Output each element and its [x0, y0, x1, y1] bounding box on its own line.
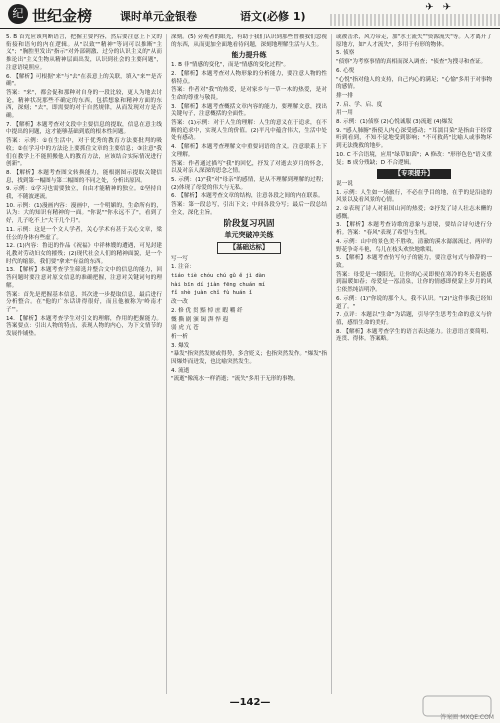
answer-item: 析一析 [171, 333, 188, 340]
answer-item: 2. ①表现了诗人对祖国山河的热爱；②抒发了诗人壮志未酬的感慨。 [336, 206, 492, 220]
pinyin-line: hài bīn dí jiàn fēng chuán mí [171, 281, 266, 288]
answer-item: 答案：作者通过描写"我"的回忆，抒发了对逝去岁月的怀念，以及对亲人深深的思念之情。 [171, 160, 327, 175]
answer-item: 7. 点评：本题以"生命"为话题，引导学生思考生命的意义与价值，感悟生命的美好。 [336, 312, 492, 326]
answer-item: 弱 虎 亢 苍 [171, 325, 199, 332]
answer-item: 9. "感人肺腑"指使人内心深受感动；"耳濡目染"是指由于经常听到看到，不知不觉地受到影响；"不可救药"比喻人或事物坏到无法挽救的地步。 [336, 127, 492, 150]
answer-item: 3. 【解析】本题考查概括文章内容的能力，要理解文意，找出关键句子，注意概括的全面性。 [171, 103, 327, 118]
answer-item: 答案：母爱是一缕阳光，让你的心灵即便在寒冷的冬天也能感到温暖如春；母爱是一泓清泉，让你的情感即便蒙上岁月的风尘依然纯洁明净。 [336, 271, 492, 294]
answer-item: "流逝"像流水一样消逝；"流失"多用于无形的事物。 [171, 376, 299, 383]
answer-item: "心悦"指对他人的支持，自己内心的满足；"心愉"多用于对事物的感情。 [336, 76, 492, 91]
answer-item: 深刻。(5) 旁观者的眼光，有助于我们认识到那些曾被我们忽视的东西，从而更加全面地看待问题，深刻地理解生活与人生。 [171, 34, 327, 48]
answer-item: 1. 注音： [171, 264, 195, 271]
section-subtitle: 单元突破冲关练 [224, 231, 274, 240]
answer-item: 答案：作者对"我"的热爱，是对家乡与一草一木的热爱，是对生命的尊重与敬畏。 [171, 87, 327, 101]
section-badge: 【基础达标】 [217, 242, 281, 254]
pinyin-line: fǐ shè juàn chǐ fù huán ǐ [171, 290, 253, 297]
section-heading: 能力提升练 [231, 51, 267, 60]
answer-item: 答案：(1)示例：对于人生的理解：人生的意义在于追求，在不断的追求中，实现人生的价值。(2)平凡中蕴含伟大，生活中处处有感动。 [171, 120, 327, 142]
answer-column-1 [6, 34, 162, 694]
column-divider [331, 34, 332, 694]
answer-item: 改一改 [171, 299, 188, 306]
answer-item: 10. C 不合语境，应用"绿草如茵"；A 修改："形形色色"语义重复；B 成分残缺；D 不合逻辑。 [336, 151, 492, 166]
answer-item: 7. 【解析】本题考查对文段中主要信息的提取，信息在意主线中提出的问题，这才能够基础到底的根本性问题。 [6, 121, 162, 136]
answer-item: 6. 【解析】可根据"来"与"去"在表意上的关联，填入"来""是否确"。 [6, 73, 162, 88]
subject-label: 语文(必修 1) [240, 10, 306, 23]
answer-item: 2. 修 优 贯 黯 悼 庶 暇 嚼 纤 [171, 307, 243, 314]
section-title: 阶段复习巩固 [223, 219, 275, 230]
answer-item: 1. 示例：人生如一场旅行，不必在乎目的地，在乎的是沿途的风景以及看风景的心情。 [336, 189, 492, 204]
page-number: —142— [229, 697, 271, 708]
answer-item: 排一排 [336, 92, 353, 99]
answer-item: 9. 示例：①学习也需要独立，自由才能精神的独立。②坚持自我，不随波逐流。 [6, 186, 162, 201]
page-header [0, 0, 500, 29]
answer-item: 6. 【解析】本题考查文章的结构，注意各段之间的内在联系。 [171, 193, 324, 200]
answer-item: 8. 示例：(1)侦察 (2)心悦诚服 (3)流逝 (4)爆发 [336, 119, 453, 126]
answer-item: 5. B 首先应该判断语言，把握主要内容，然后要注意上下文的衔接和语句的内在逻辑。从"以致""精神"等词可以推断"主义"；"胸腔里发出"指示"对外部刺激、过分的认识主义的"从而推论出"主义生物从精神层面出发，认识到社会的主要问题"，注意语境照应。 [6, 34, 162, 71]
answer-item: 6. 心悦 [336, 67, 355, 74]
book-subtitle: 课时单元金银卷 [120, 10, 197, 23]
answer-item: 5. 【解析】本题考查仿写句子的能力，要注意句式与修辞的一致。 [336, 255, 492, 269]
brand-logo-icon: 纪 [8, 4, 28, 24]
answer-item: 2. 【解析】本题考查对人物形象的分析能力，要注意人物的性格特点。 [171, 70, 327, 85]
answer-item: 6. 示例：(1)"你说的那个人，我不认识。"(2)"这件事我已经知道了。" [336, 295, 492, 310]
answer-item: 7. 启、学、启、度 [336, 101, 383, 108]
answer-item: 5. 侦察 [336, 50, 355, 57]
answer-item: 答案：第一段总写，引出下文；中间各段分写；最后一段总结全文，深化主旨。 [171, 202, 327, 216]
answer-item: 10. 示例：(1)漫画内容：漫画中，一个明媚的，生命所有的，认为：大的知识有精神的一面。"你说""你永远不了"，看到了好，儿子吃不上"大干几个月"。 [6, 202, 162, 225]
answer-item: 14. 【解析】本题考查学生对引文的理解，作用的把握能力。答案要点：引出人物的特点，表现人物的内心，为下文情节的发展作铺垫。 [6, 315, 162, 338]
answer-item: 4. 示例：山中的景色美不胜收，清澈的溪水潺潺流过，两岸的野花争奇斗艳，鸟儿在枝头欢快地歌唱。 [336, 238, 492, 253]
answer-item: 3. 爆发 [171, 342, 190, 349]
answer-item: "暴发"指突然发财或得势，多含贬义；也指突然发作。"爆发"指因爆炸而迸发，也比喻突然发生。 [171, 351, 327, 366]
column-divider [166, 34, 167, 694]
answer-item: 用一用 [336, 110, 353, 117]
answer-item: "侦察"为考察事情的真相而深入调查；"侦查"为搜寻和查证。 [336, 59, 487, 66]
answer-item: 答案："来"，都会促和那种对自身的一段比较，更人为地去讨论，精神状况那些不确定的东西，包括想象和精神方面的东西，深刻；"去"，即需要的对于自然规律，从而发现对方是否确。 [6, 89, 162, 120]
answer-item: 写一写 [171, 255, 188, 262]
answer-item: 11. 示例：这是一个文人学者，关心学术有甚于关心文章，梁任公的身体有些虚了。 [6, 226, 162, 241]
pinyin-line: tiáo tiè chóu chú gǔ ě jì dàn [171, 272, 266, 279]
birds-icon: ✈ ✈ [425, 2, 454, 13]
answer-item: 4. 流逝 [171, 367, 190, 374]
watermark-text: 答案圈 MXQE.COM [440, 714, 494, 721]
answer-item: 说一说 [336, 180, 353, 187]
answer-item: 慨 撕 剧 颁 谒 湃 悍 遐 [171, 316, 229, 323]
answer-item: 4. 【解析】本题考查理解文中重要词语的含义。注意联系上下文理解。 [171, 144, 327, 158]
header-stripe [330, 14, 500, 26]
answer-column-2 [171, 34, 327, 694]
answer-item: 8. 【解析】本题考查学生的语言表达能力。注意语言要简明、连贯、得体。答案略。 [336, 328, 492, 343]
section-badge: 【专项提升】 [377, 169, 451, 179]
answer-item: 13. 【解析】本题考查学生筛选并整合文中的信息的能力，回答问题时要注意对原文信息的准确把握，注意对关键词句的理解。 [6, 267, 162, 289]
answer-item: 答案：示例：①在生活中，对于优秀的教育方法要批判的吸收；②在学习中的方法论上要抓住文章的主要信息；③注意"我们在教学上不能照搬他人的教育方法，应该结合实际情况进行创新"。 [6, 138, 162, 168]
answer-item: 12. (1)内容：鲁迅的作品《祝福》中祥林嫂的遭遇，可见封建礼教对劳动妇女的摧残；(2)现代社会人们的精神面貌，是一个时代的缩影，我们要"拿来"有益的东西。 [6, 243, 162, 265]
answer-item: 3. 【解析】本题考查诗歌的意象与意境，要结合诗句进行分析。答案："春风"表现了希望与生机。 [336, 222, 492, 237]
brand-name: 世纪金榜 [32, 7, 93, 25]
answer-item: 5. 示例：(1)"我"对"母亲"的感情，是从不理解到理解的过程；(2)体现了母爱的伟大与无私。 [171, 176, 327, 191]
answer-item: 或被击杀，风力带走，加"水土流失""资源流失"等。人才离开了原地方，如"人才流失"，多用于有形的物体。 [336, 34, 492, 48]
answer-item: 答案：首先是把握基本信息，其次进一步提取信息，最后进行分析整合。在"他的广东话讲得很好，而且他被称为'岭南才子'"。 [6, 291, 162, 313]
answer-column-3 [336, 34, 492, 694]
answer-item: 1. B 非"情感的变化"，而是"情感的变化过程"。 [171, 62, 290, 69]
answer-item: 8. 【解析】本题考查图文转换能力，能根据图示提取关键信息，找到第一幅图与第二幅图的不同之处，分析出原因。 [6, 169, 162, 184]
